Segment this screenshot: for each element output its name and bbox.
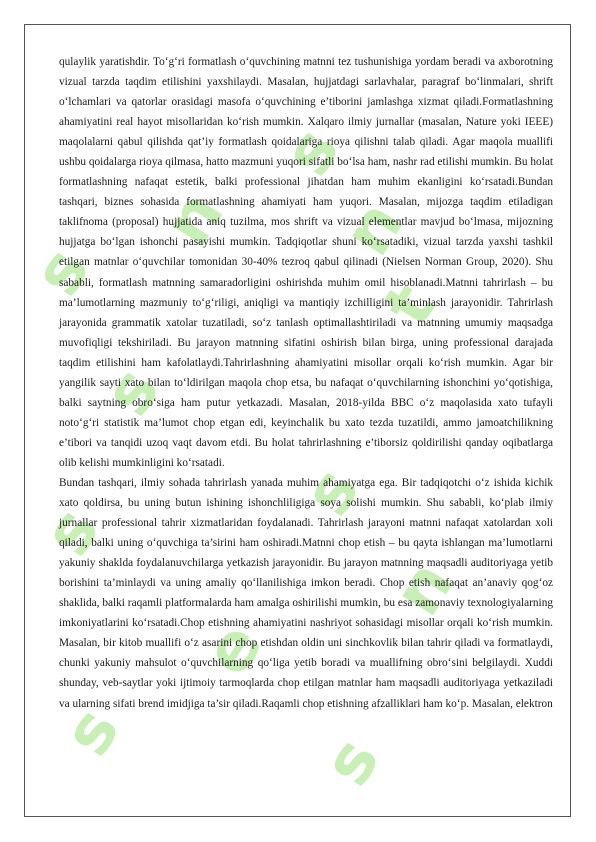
watermark-glyph: n xyxy=(378,547,469,629)
watermark-glyph: s xyxy=(88,354,175,429)
watermark-glyph: s xyxy=(288,454,375,529)
watermark-glyph: s xyxy=(18,234,105,309)
watermark-glyph: s xyxy=(28,494,115,569)
paragraph: Bundan tashqari, ilmiy sohada tahrirlash yanada muhim ahamiyatga ega. Bir tadqiqotchi o‘z ishida kichik xato qoldirsa, bu uning butun ishining ishonchliligiga soya solishi mumkin. Shu sababli, ko‘plab ilmiy jurnallar professional tahrir xizmatlaridan foydalanadi. Tahrirlash jarayoni matnni nafaqat xatolardan xoli qiladi, balki uning o‘quvchiga ta’sirini ham oshiradi.Matnni chop etish – bu qayta ishlangan ma’lumotlarni yakuniy shaklda foydalanuvchilarga yetkazish jarayonidir. Bu jarayon matnning maqsadli auditoriyaga yetib borishini ta’minlaydi va uning amaliy qo‘llanilishiga imkon beradi. Chop etish nafaqat an’anaviy qog‘oz shaklida, balki raqamli platformalarda ham amalga oshirilishi mumkin, bu esa zamonaviy texnologiyalarning imkoniyatlarini ko‘rsatadi.Chop etishning ahamiyatini nashriyot sohasidagi misollar orqali ko‘rish mumkin. Masalan, bir kitob muallifi o‘z asarini chop etishdan oldin uni sinchkovlik bilan tahrir qiladi va formatlaydi, chunki yakuniy mahsulot o‘quvchilarning qo‘liga yetib boradi va muallifning obro‘sini belgilaydi. Xuddi shunday, veb-saytlar yoki ijtimoiy tarmoqlarda chop etilgan matnlar ham maqsadli auditoriyaga yetkaziladi va ularning sifati brend imidjiga ta’sir qiladi.Raqamli chop etishning afzalliklari ham ko‘p. Masalan, elektron xyxy=(59,476,553,710)
watermark-glyph: s xyxy=(268,114,355,189)
watermark-glyph: s xyxy=(308,724,395,799)
watermark-glyph: s xyxy=(48,694,135,769)
watermark-glyph: n xyxy=(148,177,239,259)
watermark-glyph: t xyxy=(368,270,451,339)
watermark-glyph: n xyxy=(328,187,419,269)
document-body xyxy=(59,52,553,714)
watermark-glyph: e xyxy=(188,609,278,689)
paragraph: qulaylik yaratishdir. To‘g‘ri formatlash o‘quvchining matnni tez tushunishiga yordam beradi va axborotning vizual tarzda taqdim etilishini yaxshilaydi. Masalan, hujjatdagi sarlavhalar, paragraf bo‘linmalari, shrift o‘lchamlari va qatorlar orasidagi masofa o‘quvchining e’tiborini jamlashga xizmat qiladi.Formatlashning ahamiyatini real hayot misollaridan ko‘rish mumkin. Xalqaro ilmiy jurnallar (masalan, Nature yoki IEEE) maqolalarni qabul qilishda qat’iy formatlash qoidalariga rioya qilishni talab qiladi. Agar maqola muallifi ushbu qoidalarga rioya qilmasa, hatto mazmuni yuqori sifatli bo‘lsa ham, nashr rad etilishi mumkin. Bu holat formatlashning nafaqat estetik, balki professional jihatdan ham muhim ekanligini ko‘rsatadi.Bundan tashqari, biznes sohasida formatlashning ahamiyati ham yuqori. Masalan, mijozga taqdim etiladigan taklifnoma (proposal) hujjatida aniq tuzilma, mos shrift va vizual elementlar mavjud bo‘lmasa, mijozning hujjatga bo‘lgan ishonchi pasayishi mumkin. Tadqiqotlar shuni ko‘rsatadiki, vizual tarzda yaxshi tashkil etilgan matnlar o‘quvchilar tomonidan 30-40% tezroq qabul qilinadi (Nielsen Norman Group, 2020). Shu sababli, formatlash matnning samaradorligini oshirishda muhim omil hisoblanadi.Matnni tahrirlash – bu ma’lumotlarning mazmuniy to‘g‘riligi, aniqligi va mantiqiy izchilligini ta’minlash jarayonidir. Tahrirlash jarayonida grammatik xatolar tuzatiladi, so‘z tanlash optimallashtiriladi va matnning umumiy maqsadga muvofiqligi tekshiriladi. Bu jarayon matnning sifatini oshirish bilan birga, uning professional darajada taqdim etilishini ham kafolatlaydi.Tahrirlashning ahamiyatini misollar orqali ko‘rish mumkin. Agar bir yangilik sayti xato bilan to‘ldirilgan maqola chop etsa, bu nafaqat o‘quvchilarning ishonchini yo‘qotishiga, balki saytning obro‘siga ham putur yetkazadi. Masalan, 2018-yilda BBC o‘z maqolasida xato tufayli noto‘g‘ri statistik ma’lumot chop etgan edi, keyinchalik bu xato tezda tuzatildi, ammo jamoatchilikning e’tibori va tanqidi uzoq vaqt davom etdi. Bu holat tahrirlashning e’tiborsiz qoldirilishi qanday oqibatlarga olib kelishi mumkinligini ko‘rsatadi. xyxy=(59,56,553,469)
